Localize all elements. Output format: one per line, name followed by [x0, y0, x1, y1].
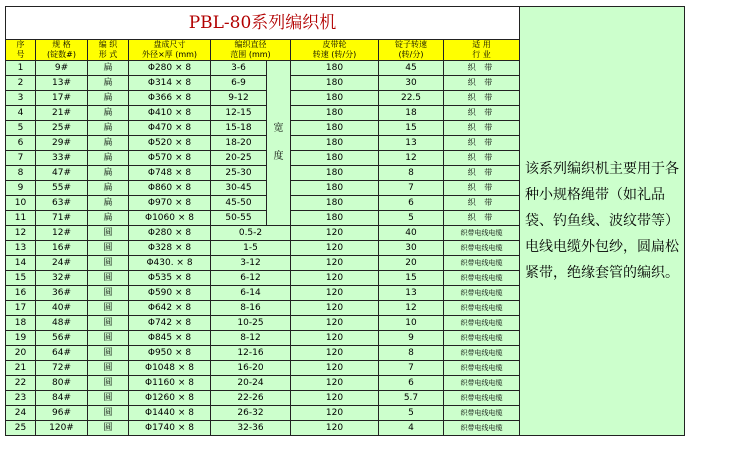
pulley-cell: 180 [291, 211, 379, 226]
spindle-cell: 15 [379, 271, 444, 286]
range-cell: 9-12 [211, 91, 267, 106]
spec-cell: 48# [36, 316, 88, 331]
application-cell: 织 带 [444, 136, 520, 151]
pulley-cell: 120 [291, 376, 379, 391]
application-cell: 织带电线电缆 [444, 406, 520, 421]
pulley-cell: 120 [291, 271, 379, 286]
row-number: 25 [6, 421, 36, 436]
form-cell: 扁 [88, 76, 129, 91]
row-number: 20 [6, 346, 36, 361]
range-cell: 20-24 [211, 376, 291, 391]
spec-cell: 16# [36, 241, 88, 256]
spindle-cell: 4 [379, 421, 444, 436]
spec-cell: 25# [36, 121, 88, 136]
range-cell: 0.5-2 [211, 226, 291, 241]
range-cell: 10-25 [211, 316, 291, 331]
row-number: 14 [6, 256, 36, 271]
spec-cell: 12# [36, 226, 88, 241]
range-cell: 8-16 [211, 301, 291, 316]
spindle-cell: 13 [379, 286, 444, 301]
pulley-cell: 120 [291, 361, 379, 376]
application-cell: 织带电线电缆 [444, 346, 520, 361]
header-range: 编织直径 范围 (mm) [211, 40, 291, 61]
spindle-cell: 6 [379, 376, 444, 391]
row-number: 9 [6, 181, 36, 196]
spec-cell: 56# [36, 331, 88, 346]
pulley-cell: 120 [291, 346, 379, 361]
pulley-cell: 180 [291, 121, 379, 136]
size-cell: Φ430. × 8 [129, 256, 211, 271]
spindle-cell: 6 [379, 196, 444, 211]
range-cell: 22-26 [211, 391, 291, 406]
spindle-cell: 5.7 [379, 391, 444, 406]
row-number: 15 [6, 271, 36, 286]
pulley-cell: 180 [291, 91, 379, 106]
form-cell: 扁 [88, 181, 129, 196]
row-number: 3 [6, 91, 36, 106]
spindle-cell: 8 [379, 346, 444, 361]
spindle-cell: 12 [379, 301, 444, 316]
form-cell: 圆 [88, 406, 129, 421]
pulley-cell: 180 [291, 166, 379, 181]
spindle-cell: 15 [379, 121, 444, 136]
form-cell: 扁 [88, 106, 129, 121]
application-cell: 织 带 [444, 196, 520, 211]
range-cell: 25-30 [211, 166, 267, 181]
row-number: 17 [6, 301, 36, 316]
form-cell: 圆 [88, 376, 129, 391]
spindle-cell: 9 [379, 331, 444, 346]
row-number: 10 [6, 196, 36, 211]
application-cell: 织带电线电缆 [444, 361, 520, 376]
form-cell: 圆 [88, 286, 129, 301]
spec-cell: 32# [36, 271, 88, 286]
spec-cell: 33# [36, 151, 88, 166]
width-label-cell [267, 61, 291, 226]
spec-cell: 84# [36, 391, 88, 406]
range-cell: 3-12 [211, 256, 291, 271]
range-cell: 8-12 [211, 331, 291, 346]
range-cell: 30-45 [211, 181, 267, 196]
application-cell: 织带电线电缆 [444, 421, 520, 436]
header-spindle: 锭子转速 (转/分) [379, 40, 444, 61]
range-cell: 3-6 [211, 61, 267, 76]
spindle-cell: 5 [379, 211, 444, 226]
application-cell: 织带电线电缆 [444, 256, 520, 271]
row-number: 23 [6, 391, 36, 406]
range-cell: 6-14 [211, 286, 291, 301]
pulley-cell: 180 [291, 76, 379, 91]
header-spec: 规 格 (锭数#) [36, 40, 88, 61]
spec-cell: 96# [36, 406, 88, 421]
pulley-cell: 180 [291, 106, 379, 121]
description-note: 该系列编织机主要用于各种小规格绳带（如礼品袋、钓鱼线、波纹带等）电线电缆外包纱，圆扁松紧带，绝缘套管的编织。 [520, 7, 685, 436]
row-number: 16 [6, 286, 36, 301]
width-label-char: 度 [273, 151, 284, 162]
application-cell: 织 带 [444, 121, 520, 136]
size-cell: Φ280 × 8 [129, 61, 211, 76]
pulley-cell: 120 [291, 256, 379, 271]
form-cell: 扁 [88, 91, 129, 106]
size-cell: Φ845 × 8 [129, 331, 211, 346]
spindle-cell: 45 [379, 61, 444, 76]
size-cell: Φ1440 × 8 [129, 406, 211, 421]
range-cell: 50-55 [211, 211, 267, 226]
size-cell: Φ860 × 8 [129, 181, 211, 196]
form-cell: 圆 [88, 271, 129, 286]
spec-cell: 21# [36, 106, 88, 121]
application-cell: 织 带 [444, 76, 520, 91]
spec-cell: 63# [36, 196, 88, 211]
size-cell: Φ410 × 8 [129, 106, 211, 121]
pulley-cell: 180 [291, 61, 379, 76]
spec-cell: 120# [36, 421, 88, 436]
header-application: 适 用 行 业 [444, 40, 520, 61]
form-cell: 扁 [88, 151, 129, 166]
pulley-cell: 120 [291, 241, 379, 256]
application-cell: 织 带 [444, 151, 520, 166]
form-cell: 圆 [88, 256, 129, 271]
pulley-cell: 120 [291, 391, 379, 406]
spec-cell: 13# [36, 76, 88, 91]
header-pulley: 皮带轮 转速 (转/分) [291, 40, 379, 61]
table-title: PBL-80系列编织机 [6, 7, 520, 40]
spindle-cell: 30 [379, 76, 444, 91]
form-cell: 圆 [88, 361, 129, 376]
form-cell: 圆 [88, 301, 129, 316]
pulley-cell: 180 [291, 196, 379, 211]
pulley-cell: 120 [291, 286, 379, 301]
row-number: 24 [6, 406, 36, 421]
spindle-cell: 13 [379, 136, 444, 151]
form-cell: 圆 [88, 346, 129, 361]
header-no: 序 号 [6, 40, 36, 61]
size-cell: Φ1048 × 8 [129, 361, 211, 376]
size-cell: Φ970 × 8 [129, 196, 211, 211]
application-cell: 织带电线电缆 [444, 286, 520, 301]
spec-cell: 40# [36, 301, 88, 316]
range-cell: 12-16 [211, 346, 291, 361]
spec-cell: 80# [36, 376, 88, 391]
spec-cell: 9# [36, 61, 88, 76]
application-cell: 织 带 [444, 166, 520, 181]
application-cell: 织带电线电缆 [444, 226, 520, 241]
spec-cell: 64# [36, 346, 88, 361]
application-cell: 织带电线电缆 [444, 376, 520, 391]
spindle-cell: 30 [379, 241, 444, 256]
form-cell: 扁 [88, 166, 129, 181]
spec-cell: 55# [36, 181, 88, 196]
spec-cell: 24# [36, 256, 88, 271]
spindle-cell: 10 [379, 316, 444, 331]
spindle-cell: 12 [379, 151, 444, 166]
range-cell: 1-5 [211, 241, 291, 256]
form-cell: 扁 [88, 211, 129, 226]
range-cell: 20-25 [211, 151, 267, 166]
size-cell: Φ366 × 8 [129, 91, 211, 106]
spindle-cell: 20 [379, 256, 444, 271]
form-cell: 扁 [88, 121, 129, 136]
spec-cell: 72# [36, 361, 88, 376]
spec-cell: 71# [36, 211, 88, 226]
form-cell: 圆 [88, 316, 129, 331]
range-cell: 32-36 [211, 421, 291, 436]
row-number: 4 [6, 106, 36, 121]
form-cell: 圆 [88, 226, 129, 241]
row-number: 5 [6, 121, 36, 136]
application-cell: 织 带 [444, 211, 520, 226]
spec-cell: 36# [36, 286, 88, 301]
spindle-cell: 5 [379, 406, 444, 421]
pulley-cell: 180 [291, 136, 379, 151]
pulley-cell: 120 [291, 406, 379, 421]
form-cell: 圆 [88, 421, 129, 436]
range-cell: 45-50 [211, 196, 267, 211]
row-number: 22 [6, 376, 36, 391]
size-cell: Φ642 × 8 [129, 301, 211, 316]
header-size: 盘成尺寸 外径×厚 (mm) [129, 40, 211, 61]
row-number: 8 [6, 166, 36, 181]
application-cell: 织带电线电缆 [444, 391, 520, 406]
range-cell: 26-32 [211, 406, 291, 421]
pulley-cell: 120 [291, 226, 379, 241]
range-cell: 6-12 [211, 271, 291, 286]
size-cell: Φ280 × 8 [129, 226, 211, 241]
row-number: 12 [6, 226, 36, 241]
size-cell: Φ470 × 8 [129, 121, 211, 136]
size-cell: Φ590 × 8 [129, 286, 211, 301]
size-cell: Φ328 × 8 [129, 241, 211, 256]
application-cell: 织 带 [444, 106, 520, 121]
application-cell: 织 带 [444, 91, 520, 106]
size-cell: Φ1060 × 8 [129, 211, 211, 226]
size-cell: Φ314 × 8 [129, 76, 211, 91]
spec-cell: 17# [36, 91, 88, 106]
pulley-cell: 120 [291, 331, 379, 346]
row-number: 2 [6, 76, 36, 91]
form-cell: 圆 [88, 331, 129, 346]
range-cell: 18-20 [211, 136, 267, 151]
application-cell: 织带电线电缆 [444, 316, 520, 331]
spec-table [5, 6, 685, 436]
pulley-cell: 180 [291, 151, 379, 166]
form-cell: 扁 [88, 196, 129, 211]
range-cell: 12-15 [211, 106, 267, 121]
application-cell: 织带电线电缆 [444, 301, 520, 316]
row-number: 18 [6, 316, 36, 331]
spindle-cell: 40 [379, 226, 444, 241]
width-label-char: 宽 [273, 123, 284, 134]
application-cell: 织带电线电缆 [444, 241, 520, 256]
application-cell: 织带电线电缆 [444, 271, 520, 286]
size-cell: Φ950 × 8 [129, 346, 211, 361]
row-number: 7 [6, 151, 36, 166]
application-cell: 织 带 [444, 181, 520, 196]
pulley-cell: 120 [291, 301, 379, 316]
spindle-cell: 22.5 [379, 91, 444, 106]
header-form: 编 织 形 式 [88, 40, 129, 61]
row-number: 6 [6, 136, 36, 151]
size-cell: Φ748 × 8 [129, 166, 211, 181]
application-cell: 织 带 [444, 61, 520, 76]
spec-cell: 29# [36, 136, 88, 151]
size-cell: Φ1740 × 8 [129, 421, 211, 436]
size-cell: Φ1160 × 8 [129, 376, 211, 391]
row-number: 19 [6, 331, 36, 346]
spindle-cell: 8 [379, 166, 444, 181]
form-cell: 扁 [88, 136, 129, 151]
spindle-cell: 7 [379, 181, 444, 196]
range-cell: 16-20 [211, 361, 291, 376]
size-cell: Φ535 × 8 [129, 271, 211, 286]
range-cell: 15-18 [211, 121, 267, 136]
pulley-cell: 180 [291, 181, 379, 196]
row-number: 21 [6, 361, 36, 376]
size-cell: Φ570 × 8 [129, 151, 211, 166]
range-cell: 6-9 [211, 76, 267, 91]
row-number: 13 [6, 241, 36, 256]
form-cell: 圆 [88, 241, 129, 256]
form-cell: 圆 [88, 391, 129, 406]
spec-cell: 47# [36, 166, 88, 181]
application-cell: 织带电线电缆 [444, 331, 520, 346]
pulley-cell: 120 [291, 421, 379, 436]
pulley-cell: 120 [291, 316, 379, 331]
row-number: 11 [6, 211, 36, 226]
spindle-cell: 18 [379, 106, 444, 121]
spindle-cell: 7 [379, 361, 444, 376]
size-cell: Φ1260 × 8 [129, 391, 211, 406]
size-cell: Φ742 × 8 [129, 316, 211, 331]
size-cell: Φ520 × 8 [129, 136, 211, 151]
row-number: 1 [6, 61, 36, 76]
form-cell: 扁 [88, 61, 129, 76]
